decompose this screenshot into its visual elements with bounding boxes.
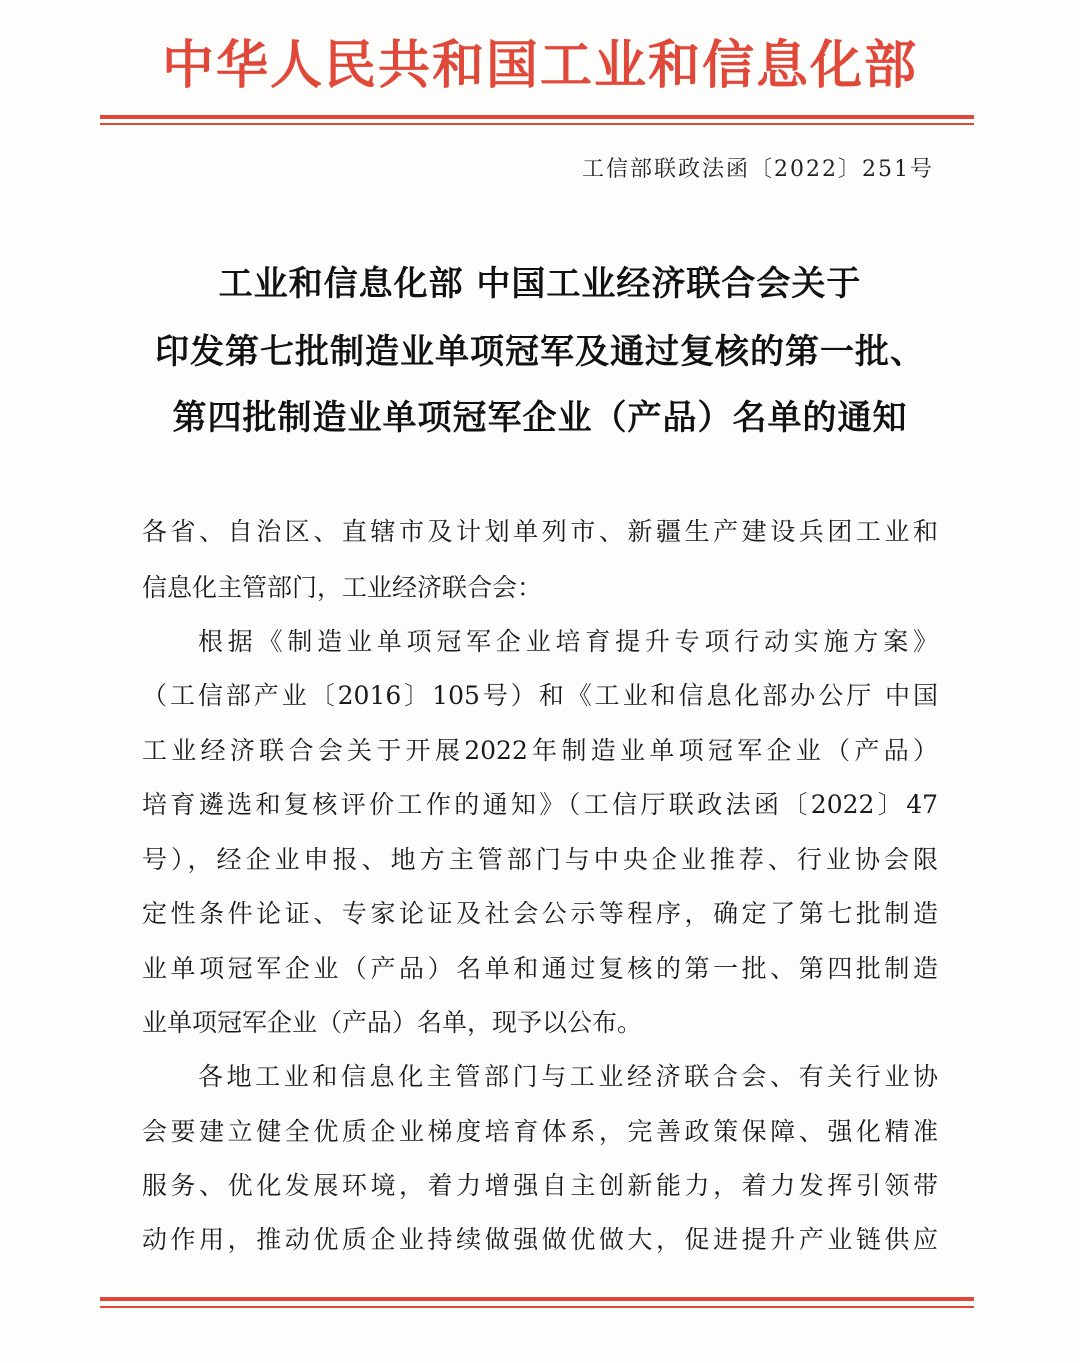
body-line: 各省、自治区、直辖市及计划单列市、新疆生产建设兵团工业和 — [142, 517, 938, 546]
body-line: 服务、优化发展环境，着力增强自主创新能力，着力发挥引领带 — [142, 1171, 938, 1200]
document-number: 工信部联政法函〔2022〕251号 — [582, 157, 934, 182]
body-line: 业单项冠军企业（产品）名单和通过复核的第一批、第四批制造 — [142, 954, 938, 983]
title-line-3: 第四批制造业单项冠军企业（产品）名单的通知 — [172, 398, 908, 438]
masthead-red-rule-thick — [100, 115, 974, 119]
body-line: 定性条件论证、专家论证及社会公示等程序，确定了第七批制造 — [142, 899, 938, 928]
masthead-ministry-name: 中华人民共和国工业和信息化部 — [161, 35, 918, 96]
body-line: 动作用，推动优质企业持续做强做优做大，促进提升产业链供应 — [142, 1225, 938, 1254]
body-line: 工业经济联合会关于开展2022年制造业单项冠军企业（产品） — [142, 736, 938, 765]
masthead-red-rule-thin — [100, 123, 974, 125]
body-line: （工信部产业〔2016〕105号）和《工业和信息化部办公厅 中国 — [142, 681, 938, 710]
title-line-1: 工业和信息化部 中国工业经济联合会关于 — [218, 264, 862, 304]
body-line: 业单项冠军企业（产品）名单，现予以公布。 — [142, 1008, 643, 1037]
footer-red-rule-thick — [100, 1297, 974, 1301]
footer-red-rule-thin — [100, 1306, 974, 1308]
body-line: 号），经企业申报、地方主管部门与中央企业推荐、行业协会限 — [142, 845, 938, 874]
body-line: 培育遴选和复核评价工作的通知》（工信厅联政法函〔2022〕47 — [142, 790, 938, 819]
title-line-2: 印发第七批制造业单项冠军及通过复核的第一批、 — [155, 332, 925, 372]
body-line: 会要建立健全优质企业梯度培育体系，完善政策保障、强化精准 — [142, 1117, 938, 1146]
body-line: 信息化主管部门，工业经济联合会： — [142, 573, 543, 602]
body-line: 各地工业和信息化主管部门与工业经济联合会、有关行业协 — [198, 1062, 938, 1091]
body-line: 根据《制造业单项冠军企业培育提升专项行动实施方案》 — [198, 627, 938, 656]
